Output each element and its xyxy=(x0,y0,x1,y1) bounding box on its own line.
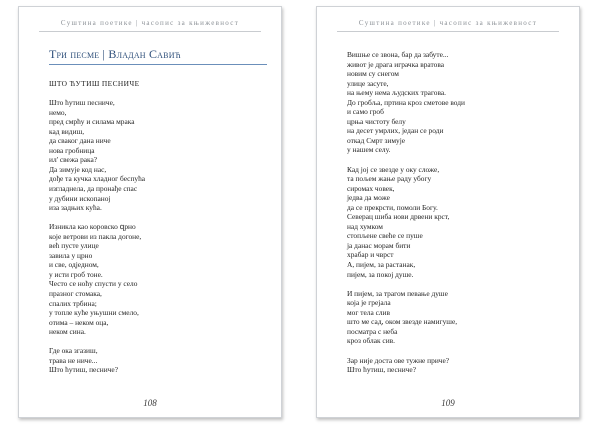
title-underline xyxy=(49,64,267,65)
poem-line: Што ћутиш песниче, xyxy=(49,98,115,108)
stanza xyxy=(347,165,565,280)
article-title: Три песме | Владан Савић xyxy=(49,47,181,61)
poem-line: изгладнела, да пронађе спас xyxy=(49,184,138,194)
poem-subtitle: ШТО ЋУТИШ ПЕСНИЧЕ xyxy=(49,79,140,88)
poem-line: и само гроб xyxy=(347,107,384,117)
poem-line: на десет умрлих, један се роди xyxy=(347,126,444,136)
poem-line: посматра с неба xyxy=(347,326,398,336)
poem-line: немо, xyxy=(49,107,67,117)
poem-line: кроз облак сив. xyxy=(347,336,395,346)
poem-line: ил' свежа рака? xyxy=(49,155,98,165)
poem-line: Северац шиба нови дрвени крст, xyxy=(347,212,450,222)
poem-line: Кад јој се звезде у оку сложе, xyxy=(347,164,440,174)
poem-line: црња чистоту белу xyxy=(347,116,406,126)
left-page-body xyxy=(49,79,267,375)
running-head-right: Суштина поетике | часопис за књижевност xyxy=(358,19,538,27)
right-page xyxy=(316,6,580,418)
poem-line: у топле куће уњушни смело, xyxy=(49,308,139,318)
right-poem-text xyxy=(347,50,565,375)
right-page-body xyxy=(347,50,565,375)
left-poem-text xyxy=(49,98,267,375)
page-number-left: 108 xyxy=(143,398,157,408)
poem-line: празног стомака, xyxy=(49,289,102,299)
poem-line: ја данас морам бити xyxy=(347,240,411,250)
poem-line: пред смрћу и силама мрака xyxy=(49,117,135,127)
poem-line: на њему нема људских трагова. xyxy=(347,88,447,98)
poem-line: И пијем, за трагом певање душе xyxy=(347,288,448,298)
poem-line: која је грејала xyxy=(347,298,391,308)
header-rule-left xyxy=(39,31,261,32)
poem-line: сиромах човек, xyxy=(347,183,395,193)
poem-line: новим су снегом xyxy=(347,69,399,79)
poem-line: нова гробница xyxy=(49,145,95,155)
running-head-left: Суштина поетике | часопис за књижевност xyxy=(60,19,240,27)
poem-line: Вишње се звона, бар да забуте... xyxy=(347,50,449,59)
poem-line: откад Смрт зимује xyxy=(347,135,406,145)
poem-line: спалих трбина; xyxy=(49,298,97,308)
poem-line: завила у црно xyxy=(49,250,93,260)
poem-line: у нашем селу. xyxy=(347,145,391,155)
page-number-right: 109 xyxy=(441,398,455,408)
stanza xyxy=(347,356,565,375)
poem-line: да се прекрсти, помоли Богу. xyxy=(347,202,438,212)
poem-line: над хумком xyxy=(347,221,383,231)
poem-line: мог тела слив xyxy=(347,307,390,317)
poem-line: Где ока згазиш, xyxy=(49,346,98,356)
poem-line: иза задњих кућа. xyxy=(49,203,102,213)
poem-line: та пољем жање раду убогу xyxy=(347,174,432,184)
poem-line: у исти гроб тоне. xyxy=(49,269,103,279)
poem-line: већ пусте улице xyxy=(49,241,99,251)
poem-line: Зар није доста ове тужне причe? xyxy=(347,355,450,365)
poem-line: неком сина. xyxy=(49,327,86,337)
stanza xyxy=(347,289,565,346)
poem-line: што ме сад, оком звезде намигуше, xyxy=(347,317,458,327)
stanza xyxy=(49,346,267,375)
stanza xyxy=(49,222,267,337)
poem-line: Да зимује код нас, xyxy=(49,164,107,174)
left-page xyxy=(18,6,282,418)
poem-line: пијем, за покој душе. xyxy=(347,269,414,279)
poem-line: у дубини ископаној xyxy=(49,193,111,203)
poem-line: живот је драга играчка вратова xyxy=(347,59,445,69)
poem-line: трава не ниче... xyxy=(49,355,98,365)
poem-line: једва да може xyxy=(347,193,390,203)
poem-line: дође та кучка хладног беспућа xyxy=(49,174,146,184)
poem-line: храбар и чврст xyxy=(347,250,394,260)
header-rule-right xyxy=(337,31,559,32)
poem-line: и све, одједном, xyxy=(49,260,99,270)
poem-line: А, пијем, за растанак, xyxy=(347,260,416,270)
poem-line: Изникла као коровско զрно xyxy=(49,222,136,232)
stanza xyxy=(49,98,267,213)
poem-line: кад видиш, xyxy=(49,126,85,136)
poem-line: да сваког дана ниче xyxy=(49,136,111,146)
stanza xyxy=(347,50,565,155)
poem-line: улице засуте, xyxy=(347,78,389,88)
poem-line: Што ћутиш, песниче? xyxy=(49,365,118,375)
poem-line: које ветрови из пакла догоне, xyxy=(49,231,142,241)
poem-line: стопљене свеће се пуше xyxy=(347,231,423,241)
poem-line: До гробља, пртина кроз сметове води xyxy=(347,97,465,107)
poem-line: Што ћутиш, песниче? xyxy=(347,365,416,375)
poem-line: отима – неком оца, xyxy=(49,317,109,327)
poem-line: Често се ноћу спусти у село xyxy=(49,279,138,289)
